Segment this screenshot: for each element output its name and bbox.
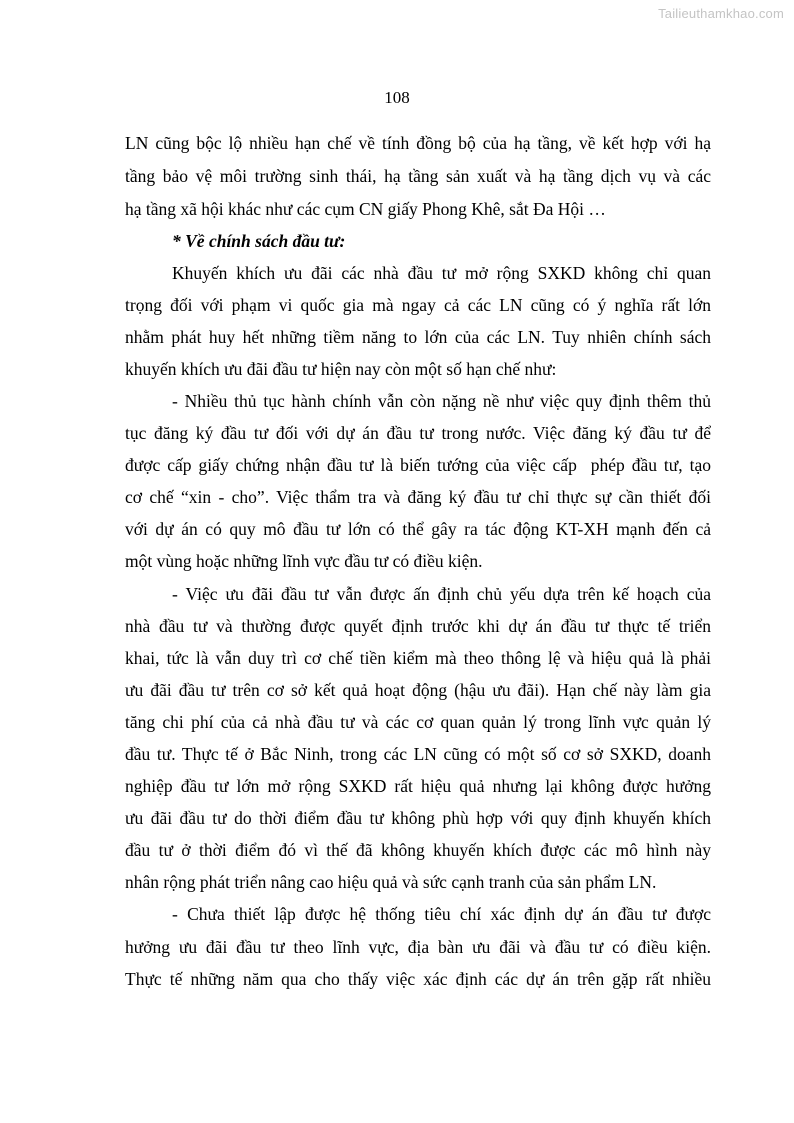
text-line: khuyến khích ưu đãi đầu tư hiện nay còn một số hạn chế như: [125, 359, 557, 379]
text-line: Thực tế những năm qua cho thấy việc xác định các dự án trên gặp rất nhiều [125, 969, 711, 989]
text-line: với dự án có quy mô đầu tư lớn có thể gây ra tác động KT-XH mạnh đến cả [125, 519, 711, 539]
text-line: tăng chi phí của cả nhà đầu tư và các cơ quan quản lý trong lĩnh vực quản lý [125, 712, 711, 732]
text-line: - Việc ưu đãi đầu tư vẫn được ấn định chủ yếu dựa trên kế hoạch của [172, 584, 711, 604]
text-line: nhằm phát huy hết những tiềm năng to lớn của các LN. Tuy nhiên chính sách [125, 327, 711, 347]
text-line: LN cũng bộc lộ nhiều hạn chế về tính đồng bộ của hạ tầng, về kết hợp với hạ [125, 133, 711, 153]
text-line: nhân rộng phát triển nâng cao hiệu quả và sức cạnh tranh của sản phẩm LN. [125, 872, 657, 892]
text-line: đầu tư. Thực tế ở Bắc Ninh, trong các LN cũng có một số cơ sở SXKD, doanh [125, 744, 711, 764]
text-line: ưu đãi đầu tư trên cơ sở kết quả hoạt động (hậu ưu đãi). Hạn chế này làm gia [125, 680, 711, 700]
text-line: hạ tầng xã hội khác như các cụm CN giấy Phong Khê, sắt Đa Hội … [125, 199, 606, 219]
text-line: một vùng hoặc những lĩnh vực đầu tư có điều kiện. [125, 551, 483, 571]
text-line: đầu tư ở thời điểm đó vì thế đã không khuyến khích được các mô hình này [125, 840, 711, 860]
text-line: được cấp giấy chứng nhận đầu tư là biến tướng của việc cấp phép đầu tư, tạo [125, 455, 711, 475]
text-line: nghiệp đầu tư lớn mở rộng SXKD rất hiệu quả nhưng lại không được hưởng [125, 776, 711, 796]
text-line: tục đăng ký đầu tư đối với dự án đầu tư trong nước. Việc đăng ký đầu tư để [125, 423, 711, 443]
text-line: nhà đầu tư và thường được quyết định trước khi dự án đầu tư thực tế triển [125, 616, 711, 636]
text-line: khai, tức là vẫn duy trì cơ chế tiền kiểm mà theo thông lệ và hiệu quả là phải [125, 648, 711, 668]
text-line: ưu đãi đầu tư do thời điểm đầu tư không phù hợp với quy định khuyến khích [125, 808, 711, 828]
text-line: trọng đối với phạm vi quốc gia mà ngay cả các LN cũng có ý nghĩa rất lớn [125, 295, 711, 315]
text-line: hưởng ưu đãi đầu tư theo lĩnh vực, địa bàn ưu đãi và đầu tư có điều kiện. [125, 937, 711, 957]
text-line: cơ chế “xin - cho”. Việc thẩm tra và đăng ký đầu tư chỉ thực sự cần thiết đối [125, 487, 711, 507]
section-heading: * Về chính sách đầu tư: [172, 231, 346, 251]
text-line: tầng bảo vệ môi trường sinh thái, hạ tầng sản xuất và hạ tầng dịch vụ và các [125, 166, 711, 186]
page-number: 108 [384, 88, 410, 107]
text-line: - Chưa thiết lập được hệ thống tiêu chí xác định dự án đầu tư được [172, 904, 711, 924]
text-line: - Nhiều thủ tục hành chính vẫn còn nặng nề như việc quy định thêm thủ [172, 391, 711, 411]
text-line: Khuyến khích ưu đãi các nhà đầu tư mở rộng SXKD không chỉ quan [172, 263, 711, 283]
watermark: Tailieuthamkhao.com [658, 6, 784, 21]
